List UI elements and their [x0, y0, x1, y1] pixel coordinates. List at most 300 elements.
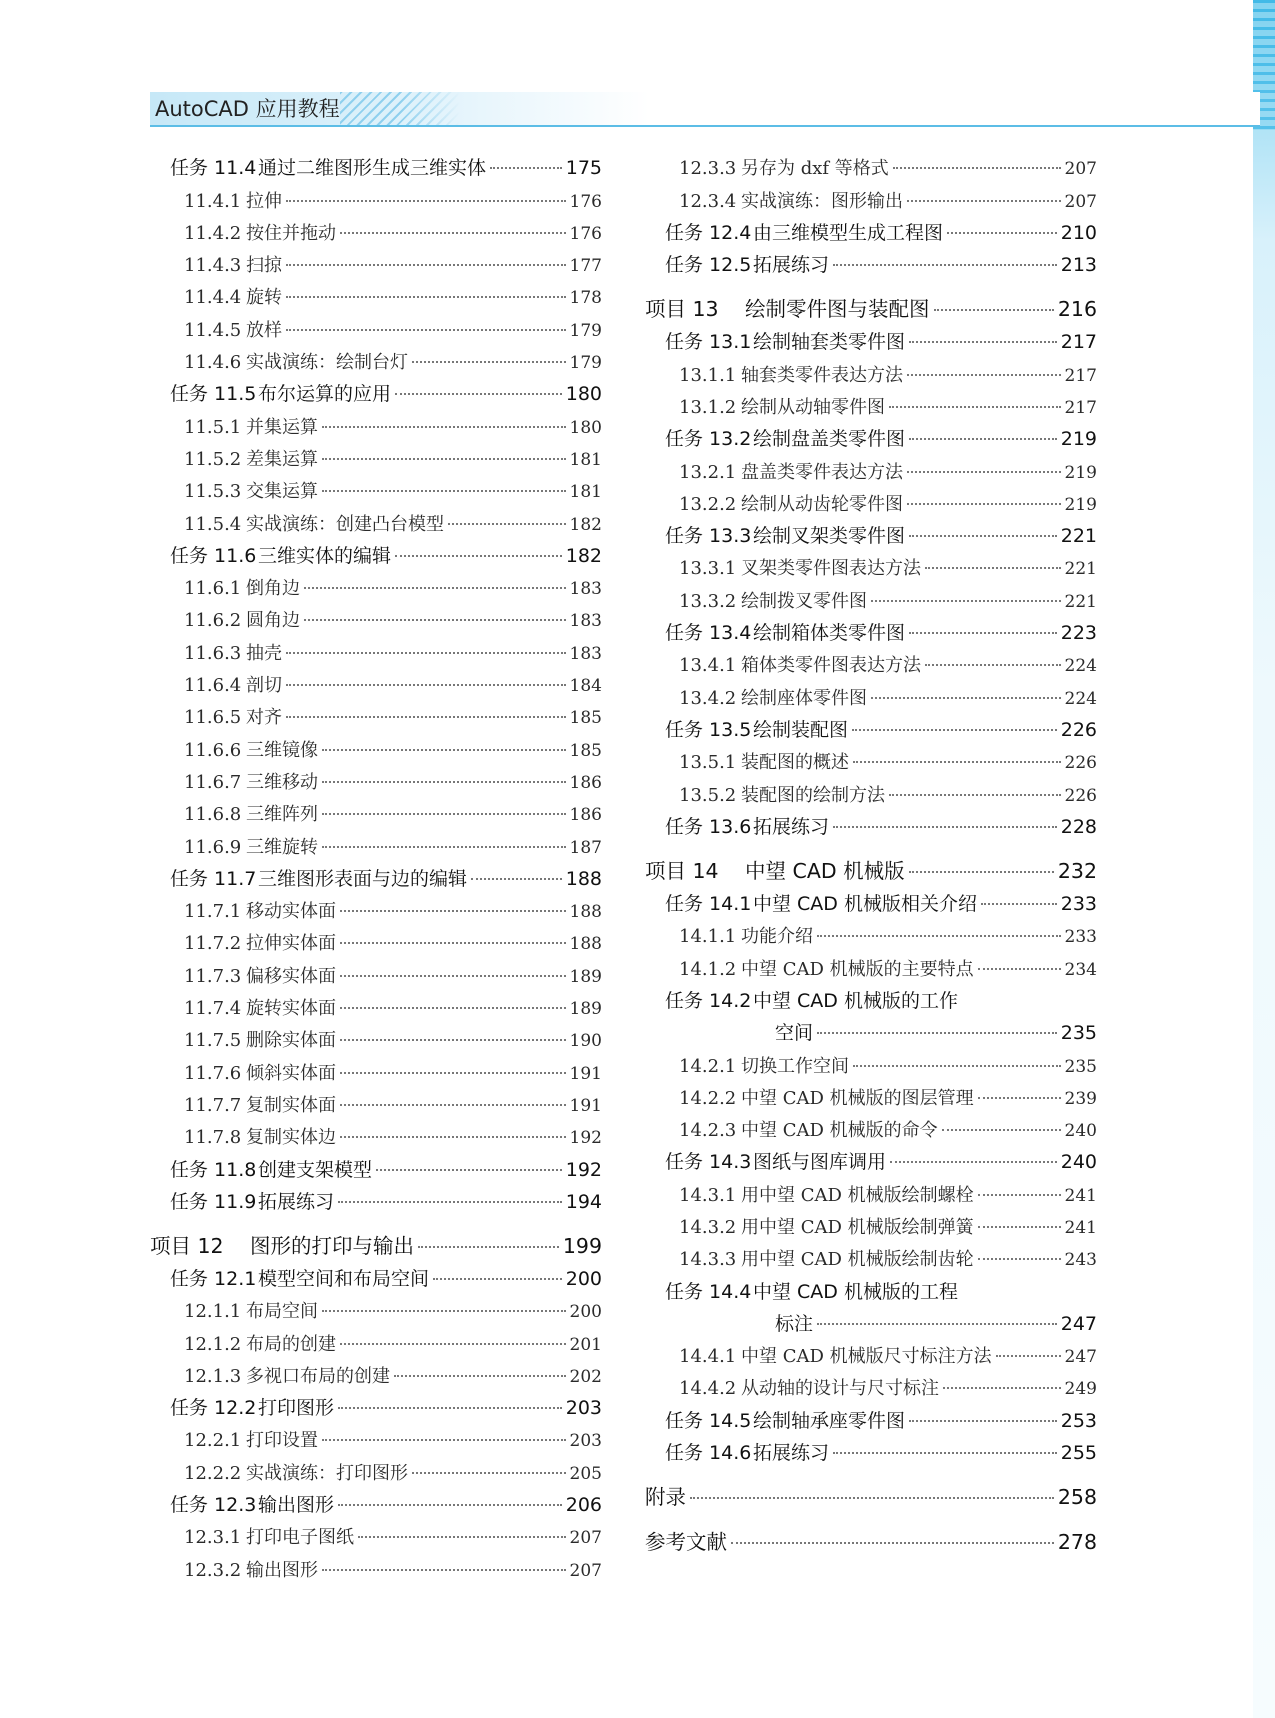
toc-entry[interactable]: [645, 1275, 1097, 1307]
toc-entry-page: 232: [1057, 858, 1097, 883]
toc-entry-page: 224: [1064, 688, 1097, 709]
dot-leader: [322, 781, 566, 783]
toc-entry-line: [150, 445, 602, 471]
toc-entry[interactable]: [150, 669, 602, 701]
toc-entry[interactable]: [150, 1056, 602, 1088]
dot-leader: [322, 846, 566, 848]
toc-entry-page: 191: [569, 1063, 602, 1084]
toc-entry-title: 中望 CAD 机械版的图层管理: [741, 1087, 974, 1109]
dot-leader: [690, 1497, 1054, 1499]
toc-entry-line: [645, 922, 1097, 948]
toc-entry[interactable]: [645, 326, 1097, 358]
toc-entry-line: [150, 510, 602, 536]
toc-entry-line: [150, 251, 602, 277]
toc-entry-number: 11.6.3: [184, 642, 242, 664]
toc-entry-number: 项目 13: [645, 297, 719, 322]
toc-entry-number: 13.1.1: [679, 364, 737, 386]
toc-entry[interactable]: [150, 636, 602, 668]
toc-entry-line: [150, 316, 602, 342]
toc-entry[interactable]: [645, 488, 1097, 520]
toc-entry-line: [150, 1459, 602, 1485]
edge-decoration-strip: [1253, 0, 1275, 1718]
toc-entry[interactable]: [645, 249, 1097, 281]
toc-entry[interactable]: [645, 184, 1097, 216]
toc-entry-number: 14.4.2: [679, 1378, 737, 1400]
toc-entry-title: 参考文献: [645, 1529, 727, 1554]
toc-entry[interactable]: [150, 766, 602, 798]
toc-entry[interactable]: [645, 811, 1097, 843]
toc-entry[interactable]: [645, 455, 1097, 487]
toc-entry[interactable]: [150, 1456, 602, 1488]
toc-entry-line: [645, 218, 1097, 245]
toc-entry-page: 219: [1064, 494, 1097, 515]
toc-entry-number: 任务 13.3: [665, 525, 752, 548]
toc-entry[interactable]: [645, 985, 1097, 1017]
toc-entry-page: 258: [1057, 1484, 1097, 1509]
dot-leader: [947, 232, 1057, 234]
toc-entry-line: [150, 929, 602, 955]
toc-entry[interactable]: [645, 1146, 1097, 1178]
toc-entry-page: 189: [569, 966, 602, 987]
toc-entry[interactable]: [150, 1024, 602, 1056]
toc-entry-page: 243: [1064, 1250, 1097, 1271]
toc-entry-title: 三维实体的编辑: [258, 544, 392, 567]
dot-leader: [340, 1343, 566, 1345]
dot-leader: [909, 341, 1057, 343]
dot-leader: [395, 393, 562, 395]
toc-entry-title: 布尔运算的应用: [258, 383, 392, 406]
toc-entry[interactable]: [150, 184, 602, 216]
toc-entry-line: [645, 521, 1097, 548]
toc-entry-line: [150, 994, 602, 1020]
toc-entry-title: 图纸与图库调用: [753, 1151, 887, 1174]
toc-entry-line: [645, 1213, 1097, 1239]
toc-entry[interactable]: [150, 313, 602, 345]
toc-entry[interactable]: [645, 1514, 1097, 1559]
toc-entry-page: 207: [1064, 191, 1097, 212]
dot-leader: [322, 749, 566, 751]
toc-entry[interactable]: [645, 1178, 1097, 1210]
toc-entry-page: 188: [569, 934, 602, 955]
toc-entry[interactable]: [645, 1404, 1097, 1436]
toc-entry-page: 190: [569, 1031, 602, 1052]
toc-entry-line: [645, 854, 1097, 884]
toc-entry-number: 任务 11.7: [170, 867, 257, 890]
toc-entry[interactable]: [645, 1372, 1097, 1404]
toc-entry-page: 176: [569, 191, 602, 212]
toc-entry-title: 拓展练习: [753, 1442, 830, 1465]
toc-entry-page: 207: [1064, 159, 1097, 180]
toc-entry[interactable]: [150, 1263, 602, 1295]
toc-entry-line: [645, 618, 1097, 645]
toc-entry-number: 任务 13.1: [665, 331, 752, 354]
toc-entry[interactable]: [150, 1489, 602, 1521]
toc-entry-title: 三维阵列: [246, 804, 318, 826]
dot-leader: [286, 200, 566, 202]
toc-entry[interactable]: [150, 475, 602, 507]
toc-entry[interactable]: [150, 604, 602, 636]
toc-entry-number: 任务 11.9: [170, 1190, 257, 1213]
toc-entry[interactable]: [150, 249, 602, 281]
toc-entry-number: 14.2.3: [679, 1120, 737, 1142]
dot-leader: [907, 374, 1061, 376]
toc-entry-title: 箱体类零件图表达方法: [741, 655, 921, 677]
toc-entry-number: 12.3.1: [184, 1527, 242, 1549]
toc-entry-title: 并集运算: [246, 416, 318, 438]
toc-entry-page: 181: [569, 449, 602, 470]
toc-entry-page: 192: [565, 1158, 602, 1181]
toc-entry-page: 221: [1060, 525, 1097, 548]
toc-entry-title: 绘制拨叉零件图: [741, 590, 867, 612]
toc-entry-page: 189: [569, 999, 602, 1020]
toc-entry[interactable]: [645, 1114, 1097, 1146]
toc-entry-page: 233: [1060, 893, 1097, 916]
toc-entry-page: 240: [1060, 1151, 1097, 1174]
toc-entry[interactable]: [150, 507, 602, 539]
toc-entry-line: [150, 1123, 602, 1149]
toc-entry[interactable]: [645, 217, 1097, 249]
toc-entry[interactable]: [150, 830, 602, 862]
toc-entry-line: [150, 219, 602, 245]
toc-entry-line: [150, 1362, 602, 1388]
toc-entry-page: 240: [1064, 1121, 1097, 1142]
toc-entry[interactable]: [150, 1295, 602, 1327]
toc-entry-number: 11.5.2: [184, 448, 242, 470]
toc-entry[interactable]: [645, 1049, 1097, 1081]
toc-entry-number: 14.1.1: [679, 926, 737, 948]
toc-entry-number: 11.7.5: [184, 1030, 242, 1052]
toc-entry[interactable]: [150, 701, 602, 733]
toc-entry-line: [150, 187, 602, 213]
toc-entry-title: 叉架类零件图表达方法: [741, 558, 921, 580]
toc-entry[interactable]: [150, 1392, 602, 1424]
toc-entry-number: 11.6.2: [184, 610, 242, 632]
toc-entry[interactable]: [645, 1211, 1097, 1243]
toc-entry-number: 12.3.2: [184, 1559, 242, 1581]
dot-leader: [338, 1201, 562, 1203]
toc-entry-number: 11.4.3: [184, 255, 242, 277]
dot-leader: [925, 567, 1061, 569]
toc-entry[interactable]: [645, 649, 1097, 681]
toc-entry-line: [645, 187, 1097, 213]
toc-entry-page: 226: [1064, 785, 1097, 806]
toc-entry-line: [645, 490, 1097, 516]
toc-entry[interactable]: [150, 1153, 602, 1185]
toc-entry[interactable]: [645, 888, 1097, 920]
toc-entry-page: 200: [565, 1267, 602, 1290]
toc-entry-page: 187: [569, 837, 602, 858]
toc-entry-number: 14.4.1: [679, 1346, 737, 1368]
toc-entry-line: [150, 606, 602, 632]
dot-leader: [286, 684, 566, 686]
dot-leader: [358, 1536, 566, 1538]
toc-entry-title: 实战演练：打印图形: [246, 1462, 408, 1484]
toc-entry[interactable]: [150, 1121, 602, 1153]
dot-leader: [322, 813, 566, 815]
dot-leader: [996, 1355, 1061, 1357]
dot-leader: [471, 878, 562, 880]
toc-entry-title: 中望 CAD 机械版的命令: [741, 1120, 938, 1142]
toc-entry-number: 11.6.1: [184, 578, 242, 600]
toc-entry-line: [150, 1026, 602, 1052]
toc-entry[interactable]: [150, 152, 602, 184]
toc-entry-title: 绘制从动轴零件图: [741, 396, 885, 418]
toc-entry-number: 13.3.2: [679, 590, 737, 612]
toc-entry-title: 剖切: [246, 675, 282, 697]
toc-entry[interactable]: [150, 733, 602, 765]
toc-entry-number: 任务 11.6: [170, 544, 257, 567]
dot-leader: [418, 1246, 559, 1248]
toc-entry-line: [150, 833, 602, 859]
toc-entry[interactable]: [645, 843, 1097, 888]
dot-leader: [853, 1065, 1061, 1067]
toc-entry-title: 打印电子图纸: [246, 1527, 354, 1549]
toc-entry[interactable]: [645, 552, 1097, 584]
toc-entry-page: 203: [565, 1397, 602, 1420]
toc-entry[interactable]: [150, 927, 602, 959]
toc-entry[interactable]: [150, 572, 602, 604]
toc-entry[interactable]: [150, 1521, 602, 1553]
toc-entry-line: [645, 812, 1097, 839]
dot-leader: [340, 1136, 566, 1138]
toc-entry[interactable]: [645, 681, 1097, 713]
toc-entry-page: 247: [1060, 1312, 1097, 1335]
toc-entry-number: 项目 14: [645, 858, 719, 883]
toc-entry[interactable]: [150, 217, 602, 249]
toc-entry-title: 模型空间和布局空间: [258, 1267, 430, 1290]
toc-entry-line: [150, 1297, 602, 1323]
toc-entry-line: [150, 1523, 602, 1549]
dot-leader: [304, 619, 566, 621]
toc-entry-line: [150, 736, 602, 762]
toc-entry-page: 183: [569, 579, 602, 600]
toc-entry-number: 14.2.1: [679, 1055, 737, 1077]
toc-entry[interactable]: [645, 778, 1097, 810]
toc-column-left: [150, 152, 602, 1586]
toc-entry-line: [645, 781, 1097, 807]
toc-entry[interactable]: [150, 378, 602, 410]
toc-entry-number: 任务 14.6: [665, 1442, 752, 1465]
toc-entry-number: 14.3.1: [679, 1184, 737, 1206]
toc-entry-line: [645, 1181, 1097, 1207]
toc-entry-number: 13.5.2: [679, 784, 737, 806]
toc-entry[interactable]: [645, 617, 1097, 649]
dot-leader: [907, 200, 1061, 202]
toc-entry[interactable]: [645, 1469, 1097, 1514]
toc-entry-page: 255: [1060, 1442, 1097, 1465]
toc-entry-title: 绘制零件图与装配图: [745, 297, 930, 322]
toc-entry-line: [150, 1264, 602, 1291]
toc-entry[interactable]: [645, 520, 1097, 552]
toc-entry-line: [645, 1480, 1097, 1510]
toc-entry[interactable]: [150, 1218, 602, 1263]
toc-entry[interactable]: [150, 1360, 602, 1392]
toc-entry-title: 多视口布局的创建: [246, 1365, 390, 1387]
toc-entry-page: 199: [562, 1233, 602, 1258]
toc-entry-line: [645, 684, 1097, 710]
toc-entry-number: 11.6.6: [184, 739, 242, 761]
toc-entry-line: [645, 955, 1097, 981]
toc-entry-page: 182: [565, 544, 602, 567]
toc-entry-page: 210: [1060, 221, 1097, 244]
toc-entry[interactable]: [150, 346, 602, 378]
toc-entry-line: [645, 1052, 1097, 1078]
toc-entry-title: 三维图形表面与边的编辑: [258, 867, 468, 890]
toc-entry[interactable]: [645, 952, 1097, 984]
toc-entry-line: [150, 897, 602, 923]
dot-leader: [889, 406, 1061, 408]
toc-entry-page: 221: [1064, 559, 1097, 580]
dot-leader: [338, 1504, 562, 1506]
toc-entry[interactable]: [150, 1553, 602, 1585]
toc-entry[interactable]: [150, 959, 602, 991]
toc-entry[interactable]: [645, 746, 1097, 778]
toc-entry-title: 另存为 dxf 等格式: [741, 158, 889, 180]
toc-entry[interactable]: [150, 798, 602, 830]
toc-entry[interactable]: [150, 410, 602, 442]
dot-leader: [978, 1258, 1061, 1260]
toc-entry-line: [645, 361, 1097, 387]
toc-entry-number: 13.4.2: [679, 687, 737, 709]
toc-entry-title: 用中望 CAD 机械版绘制齿轮: [741, 1249, 974, 1271]
toc-entry-title: 复制实体面: [246, 1094, 336, 1116]
toc-entry-page: 194: [565, 1190, 602, 1213]
toc-entry[interactable]: [150, 895, 602, 927]
toc-entry-title: 删除实体面: [246, 1030, 336, 1052]
toc-entry[interactable]: [150, 992, 602, 1024]
toc-entry[interactable]: [645, 584, 1097, 616]
toc-entry-number: 任务 13.2: [665, 428, 752, 451]
toc-entry-page: 180: [569, 417, 602, 438]
toc-entry-line: [150, 1393, 602, 1420]
toc-entry-number: 14.3.3: [679, 1249, 737, 1271]
toc-entry-title: 输出图形: [258, 1494, 335, 1517]
toc-entry[interactable]: [150, 1186, 602, 1218]
dot-leader: [978, 1226, 1061, 1228]
toc-entry-title: 装配图的概述: [741, 752, 849, 774]
toc-entry[interactable]: [645, 391, 1097, 423]
dot-leader: [338, 1407, 562, 1409]
dot-leader: [890, 1161, 1057, 1163]
toc-entry[interactable]: [150, 1089, 602, 1121]
dot-leader: [852, 729, 1057, 731]
toc-entry[interactable]: [645, 1437, 1097, 1469]
toc-entry-line: [150, 283, 602, 309]
toc-entry-number: 12.1.2: [184, 1333, 242, 1355]
toc-entry[interactable]: [150, 540, 602, 572]
dot-leader: [817, 935, 1061, 937]
toc-entry-number: 11.5.1: [184, 416, 242, 438]
toc-entry-title: 中望 CAD 机械版的工作: [753, 989, 958, 1012]
toc-entry-number: 12.2.2: [184, 1462, 242, 1484]
toc-entry-page: 202: [569, 1366, 602, 1387]
toc-entry-title: 绘制轴承座零件图: [753, 1409, 906, 1432]
toc-entry-line: [645, 1147, 1097, 1174]
toc-entry-line: [150, 1330, 602, 1356]
toc-entry-number: 11.5.3: [184, 481, 242, 503]
toc-entry-page: 182: [569, 514, 602, 535]
toc-entry[interactable]: [645, 714, 1097, 746]
toc-entry-title: 中望 CAD 机械版的主要特点: [741, 958, 974, 980]
toc-entry-title: 装配图的绘制方法: [741, 784, 885, 806]
toc-entry-number: 11.7.2: [184, 933, 242, 955]
toc-entry-page: 224: [1064, 656, 1097, 677]
toc-entry-line: [150, 768, 602, 794]
toc-entry-number: 11.6.5: [184, 707, 242, 729]
toc-entry-number: 11.4.5: [184, 319, 242, 341]
toc-entry-page: 235: [1064, 1056, 1097, 1077]
dot-leader: [909, 535, 1057, 537]
toc-entry[interactable]: [150, 1424, 602, 1456]
dot-leader: [340, 975, 566, 977]
toc-entry-number: 11.6.8: [184, 804, 242, 826]
toc-entry[interactable]: [645, 1243, 1097, 1275]
toc-entry-title: 打印设置: [246, 1430, 318, 1452]
toc-entry-number: 任务 14.5: [665, 1409, 752, 1432]
toc-entry[interactable]: [645, 1082, 1097, 1114]
toc-entry-number: 任务 14.1: [665, 893, 752, 916]
toc-entry[interactable]: [645, 920, 1097, 952]
toc-entry-title: 差集运算: [246, 448, 318, 470]
toc-entry-title: 三维旋转: [246, 836, 318, 858]
toc-entry[interactable]: [645, 1308, 1097, 1340]
toc-entry-page: 205: [569, 1463, 602, 1484]
dot-leader: [833, 264, 1057, 266]
toc-entry-title: 抽壳: [246, 642, 282, 664]
toc-entry[interactable]: [645, 423, 1097, 455]
toc-entry[interactable]: [150, 443, 602, 475]
toc-entry[interactable]: [150, 1327, 602, 1359]
toc-entry-line: [150, 1556, 602, 1582]
toc-entry-number: 任务 14.2: [665, 989, 752, 1012]
dot-leader: [286, 652, 566, 654]
toc-entry[interactable]: [645, 281, 1097, 326]
toc-entry-line: [645, 715, 1097, 742]
toc-entry[interactable]: [150, 863, 602, 895]
toc-entry-title: 拉伸实体面: [246, 933, 336, 955]
dot-leader: [340, 910, 566, 912]
dot-leader: [909, 438, 1057, 440]
dot-leader: [286, 264, 566, 266]
toc-entry-number: 任务 13.4: [665, 622, 752, 645]
toc-entry-number: 13.5.1: [679, 752, 737, 774]
dot-leader: [981, 903, 1057, 905]
toc-entry-number: 11.4.6: [184, 352, 242, 374]
toc-entry-line: [645, 1406, 1097, 1433]
toc-entry-page: 177: [569, 256, 602, 277]
toc-entry-title: 盘盖类零件表达方法: [741, 461, 903, 483]
toc-entry[interactable]: [645, 1340, 1097, 1372]
toc-entry-title: 拓展练习: [753, 254, 830, 277]
toc-entry-number: 14.3.2: [679, 1216, 737, 1238]
toc-entry-line: [150, 1187, 602, 1214]
toc-entry-page: 217: [1064, 397, 1097, 418]
dot-leader: [448, 523, 566, 525]
dot-leader: [340, 1104, 566, 1106]
dot-leader: [340, 1039, 566, 1041]
toc-entry-page: 186: [569, 772, 602, 793]
toc-entry-page: 207: [569, 1528, 602, 1549]
toc-entry[interactable]: [645, 152, 1097, 184]
dot-leader: [978, 1194, 1061, 1196]
toc-entry[interactable]: [150, 281, 602, 313]
dot-leader: [978, 968, 1061, 970]
dot-leader: [925, 664, 1061, 666]
toc-entry-title: 空间: [775, 1022, 814, 1045]
toc-entry[interactable]: [645, 1017, 1097, 1049]
dot-leader: [889, 794, 1061, 796]
toc-entry[interactable]: [645, 358, 1097, 390]
